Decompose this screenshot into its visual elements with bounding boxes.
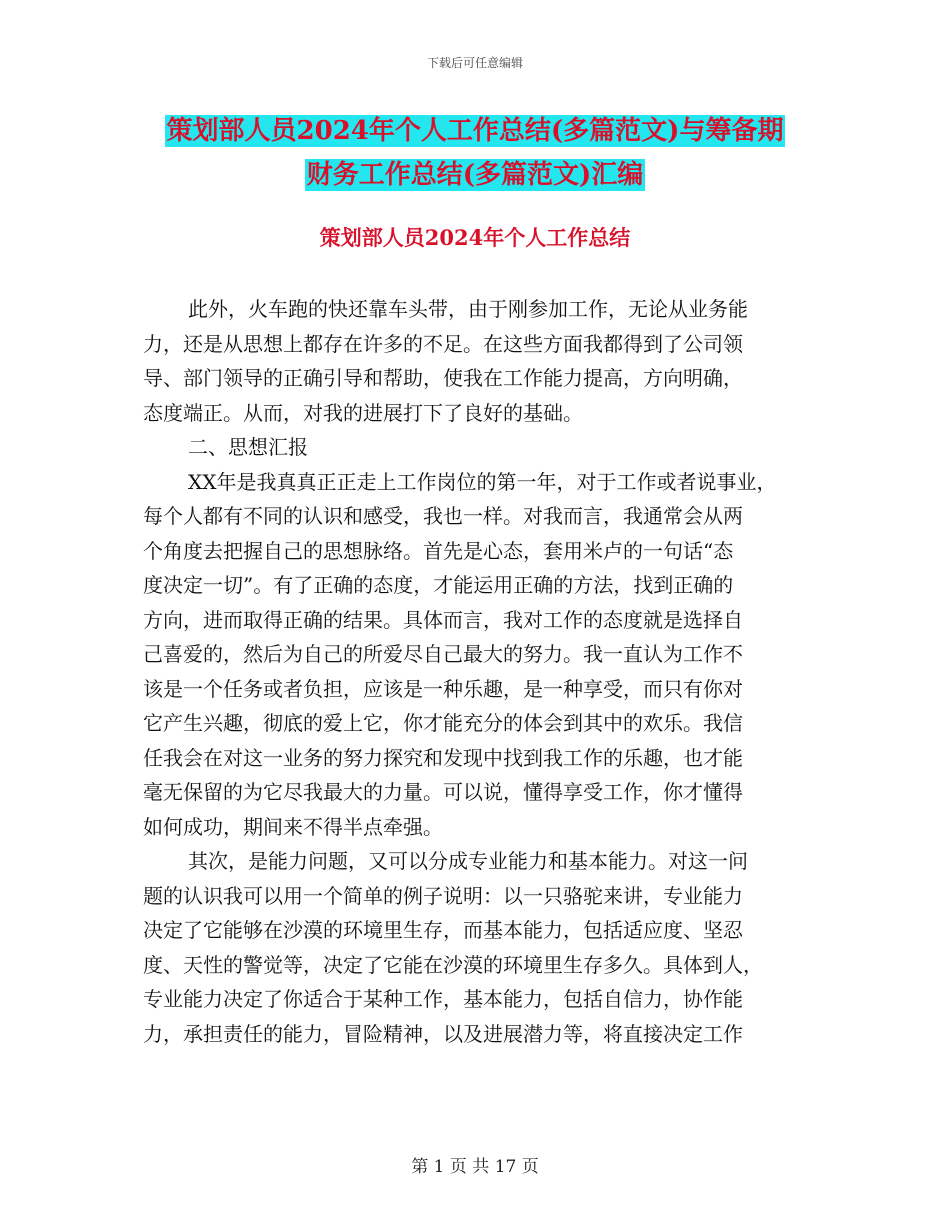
body-line: 个角度去把握自己的思想脉络。首先是心态，套用米卢的一句话“态 <box>143 538 734 563</box>
body-line: 方向，进而取得正确的结果。具体而言，我对工作的态度就是选择自 <box>143 607 743 632</box>
body-line: 力，承担责任的能力，冒险精神，以及进展潜力等，将直接决定工作 <box>143 1021 743 1046</box>
body-line: 决定了它能够在沙漠的环境里生存，而基本能力，包括适应度、坚忍 <box>143 918 743 942</box>
body-line: 度决定一切”。有了正确的态度，才能运用正确的方法，找到正确的 <box>143 573 734 597</box>
body-line: 己喜爱的，然后为自己的所爱尽自己最大的努力。我一直认为工作不 <box>143 642 743 666</box>
body-line: 题的认识我可以用一个简单的例子说明：以一只骆驼来讲，专业能力 <box>143 883 743 908</box>
page-footer: 第 1 页 共 17 页 <box>411 1157 539 1177</box>
body-line: 每个人都有不同的认识和感受，我也一样。对我而言，我通常会从两 <box>143 504 743 528</box>
body-line: 任我会在对这一业务的努力探究和发现中找到我工作的乐趣，也才能 <box>143 745 743 770</box>
body-line: 该是一个任务或者负担，应该是一种乐趣，是一种享受，而只有你对 <box>143 676 743 701</box>
body-line: 如何成功，期间来不得半点牵强。 <box>143 814 443 839</box>
title-line-2-text: 财务工作总结(多篇范文)汇编 <box>306 160 644 190</box>
body-line: 导、部门领导的正确引导和帮助，使我在工作能力提高，方向明确， <box>143 366 743 390</box>
body-heading: 二、思想汇报 <box>188 435 308 459</box>
title-line-1-text: 策划部人员2024年个人工作总结(多篇范文)与筹备期 <box>166 116 784 146</box>
page-header: 下载后可任意编辑 <box>426 56 523 70</box>
body-line: 力，还是从思想上都存在许多的不足。在这些方面我都得到了公司领 <box>143 331 743 356</box>
document-body <box>143 292 823 1051</box>
body-line: 其次，是能力问题，又可以分成专业能力和基本能力。对这一问 <box>188 849 748 873</box>
section-title: 策划部人员2024年个人工作总结 <box>319 225 631 250</box>
body-line: 专业能力决定了你适合于某种工作，基本能力，包括自信力，协作能 <box>143 987 743 1011</box>
body-line: 度、天性的警觉等，决定了它能在沙漠的环境里生存多久。具体到人， <box>143 952 763 977</box>
document-title-line-2 <box>120 152 830 198</box>
body-line: 它产生兴趣，彻底的爱上它，你才能充分的体会到其中的欢乐。我信 <box>143 711 743 735</box>
body-line: 毫无保留的为它尽我最大的力量。可以说，懂得享受工作，你才懂得 <box>143 780 743 804</box>
document-title-line-1 <box>120 108 830 154</box>
body-line: 态度端正。从而，对我的进展打下了良好的基础。 <box>143 400 583 425</box>
body-line: 此外，火车跑的快还靠车头带，由于刚参加工作，无论从业务能 <box>188 297 748 321</box>
body-line: XX年是我真真正正走上工作岗位的第一年，对于工作或者说事业， <box>188 469 777 494</box>
